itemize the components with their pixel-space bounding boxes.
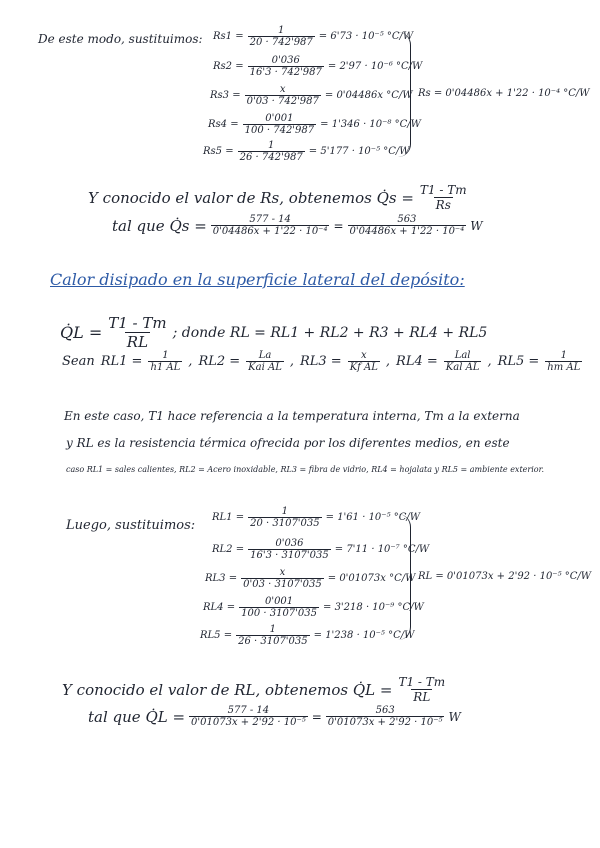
fraction — [238, 140, 305, 163]
denominator: 0'03 · 3107'035 — [243, 579, 322, 590]
paragraph-line-1: En este caso, T1 hace referencia a la temperatura interna, Tm a la externa — [64, 409, 520, 423]
formula-label: Rs4 = — [208, 119, 239, 130]
formula-row-rl5 — [200, 624, 414, 647]
denominator: 20 · 742'987 — [249, 37, 313, 48]
fraction — [106, 314, 168, 351]
formula-result: = 1'346 · 10⁻⁸ °C/W — [320, 119, 421, 130]
formula-row-rs4 — [208, 113, 421, 136]
formula-label: Rs5 = — [203, 146, 234, 157]
def-label: RL1 = — [100, 354, 143, 369]
formula-label: RL3 = — [205, 573, 238, 584]
denominator: 16'3 · 3107'035 — [250, 550, 329, 561]
denominator: 0'04486x + 1'22 · 10⁻⁴ — [349, 226, 465, 237]
sentence-text: Y conocido el valor de Rs, obtenemos Q̇s = — [88, 188, 414, 207]
formula-label: Rs3 = — [210, 90, 241, 101]
formula-result: = 6'73 · 10⁻⁵ °C/W — [318, 31, 414, 42]
fraction — [396, 675, 447, 704]
formula-result: = 7'11 · 10⁻⁷ °C/W — [334, 544, 430, 555]
formula-label: RL1 = — [212, 512, 245, 523]
sean-label: Sean — [62, 354, 95, 369]
formula-label: Rs1 = — [213, 31, 244, 42]
fraction — [243, 113, 317, 136]
denominator: Kai AL — [248, 362, 282, 373]
formula-result: = 2'97 · 10⁻⁶ °C/W — [327, 61, 423, 72]
def-label: RL5 = — [497, 354, 540, 369]
formula-row-rl3 — [205, 567, 415, 590]
intro-text-1: De este modo, sustituimos: — [38, 32, 203, 46]
fraction — [245, 84, 321, 107]
ql-where: ; donde RL = RL1 + RL2 + R3 + RL4 + RL5 — [172, 324, 488, 341]
numerator: x — [279, 84, 286, 95]
denominator: 26 · 3107'035 — [238, 636, 308, 647]
numerator: 1 — [278, 25, 285, 36]
denominator: 0'04486x + 1'22 · 10⁻⁴ — [212, 226, 328, 237]
numerator: Lal — [454, 350, 471, 361]
unit: W — [470, 218, 483, 233]
total-rs: Rs = 0'04486x + 1'22 · 10⁻⁴ °C/W — [418, 88, 590, 99]
formula-ql — [60, 314, 487, 351]
denominator: RL — [126, 333, 149, 351]
denominator: 100 · 3107'035 — [241, 608, 318, 619]
numerator: 1 — [281, 506, 289, 517]
def-label: RL3 = — [299, 354, 342, 369]
formula-label: RL2 = — [212, 544, 245, 555]
curly-brace-2 — [398, 514, 411, 640]
formula-result: = 0'01073x °C/W — [327, 573, 416, 584]
equals: = — [311, 709, 322, 724]
formula-row-rs3 — [210, 84, 413, 107]
formula-label: RL5 = — [200, 630, 233, 641]
numerator: 563 — [397, 214, 417, 225]
section-heading: Calor disipado en la superficie lateral del depósito: — [50, 270, 465, 289]
formula-result: = 1'61 · 10⁻⁵ °C/W — [325, 512, 421, 523]
curly-brace-1 — [398, 32, 411, 157]
denominator: 0'03 · 742'987 — [246, 96, 319, 107]
denominator: Kf AL — [349, 362, 378, 373]
sentence-text: tal que Q̇L = — [88, 707, 186, 726]
numerator: 1 — [268, 140, 275, 151]
numerator: 577 - 14 — [249, 214, 291, 225]
fraction — [348, 350, 380, 373]
fraction — [236, 624, 310, 647]
formula-result: = 1'238 · 10⁻⁵ °C/W — [313, 630, 415, 641]
fraction — [239, 596, 319, 619]
fraction — [246, 350, 284, 373]
numerator: T1 - Tm — [108, 314, 167, 332]
total-rl: RL = 0'01073x + 2'92 · 10⁻⁵ °C/W — [418, 571, 592, 582]
numerator: 0'001 — [265, 113, 294, 124]
numerator: 1 — [269, 624, 277, 635]
def-label: RL2 = — [198, 354, 241, 369]
denominator: 26 · 742'987 — [239, 152, 303, 163]
denominator: 100 · 742'987 — [244, 125, 315, 136]
denominator: hm AL — [547, 362, 581, 373]
denominator: Kal AL — [445, 362, 480, 373]
numerator: 0'036 — [271, 55, 300, 66]
paragraph-line-3: caso RL1 = sales calientes, RL2 = Acero inoxidable, RL3 = fibra de vidrio, RL4 = hojalata y RL5 = ambiente exterior. — [66, 465, 545, 474]
sentence-qs-2 — [112, 214, 483, 237]
formula-row-rl4 — [203, 596, 424, 619]
numerator: T1 - Tm — [419, 183, 467, 197]
fraction — [348, 214, 467, 237]
denominator: h1 AL — [150, 362, 181, 373]
denominator: Rs — [435, 198, 451, 212]
numerator: x — [279, 567, 286, 578]
fraction — [248, 55, 324, 78]
numerator: 577 - 14 — [227, 705, 270, 716]
formula-row-rs1 — [213, 25, 413, 48]
fraction — [418, 183, 469, 212]
denominator: 0'01073x + 2'92 · 10⁻⁵ — [327, 717, 443, 728]
fraction — [211, 214, 330, 237]
numerator: x — [360, 350, 367, 361]
paragraph-line-2: y RL es la resistencia térmica ofrecida por los diferentes medios, en este — [66, 436, 510, 450]
intro-text-2: Luego, sustituimos: — [66, 518, 196, 533]
fraction — [444, 350, 482, 373]
sentence-text: tal que Q̇s = — [112, 216, 207, 235]
fraction — [241, 567, 324, 590]
formula-result: = 3'218 · 10⁻⁹ °C/W — [323, 602, 424, 613]
numerator: 0'001 — [264, 596, 294, 607]
equals: = — [333, 218, 344, 233]
denominator: 16'3 · 742'987 — [249, 67, 322, 78]
denominator: 0'01073x + 2'92 · 10⁻⁵ — [191, 717, 306, 728]
formula-result: = 5'177 · 10⁻⁵ °C/W — [308, 146, 410, 157]
sentence-qs-1 — [88, 183, 469, 212]
formula-label: RL4 = — [203, 602, 236, 613]
formula-row-rs5 — [203, 140, 410, 163]
fraction — [545, 350, 582, 373]
sentence-ql-1 — [62, 675, 447, 704]
fraction — [248, 506, 322, 529]
numerator: 563 — [375, 705, 395, 716]
fraction — [248, 538, 331, 561]
numerator: 1 — [560, 350, 567, 361]
def-label: RL4 = — [396, 354, 438, 369]
denominator: RL — [413, 690, 431, 704]
sentence-text: Y conocido el valor de RL, obtenemos Q̇L = — [62, 680, 393, 699]
fraction — [189, 705, 308, 728]
formula-result: = 0'04486x °C/W — [324, 90, 413, 101]
numerator: T1 - Tm — [398, 675, 446, 689]
definitions-row: Sean RL1 = $\frac{1}{h1 AL}$ , RL2 = $\frac{La}{\text{Kai AL}}$ , RL3 = $\frac{x}{\text{Kf AL}}$ , RL4 = $\frac{\text{Lal}}{\text{Kal AL}}$ , RL5 = $\frac{1}{\text{hm AL}}$ — [62, 350, 581, 373]
fraction — [248, 25, 315, 48]
numerator: 0'036 — [275, 538, 304, 549]
formula-row-rs2 — [213, 55, 422, 78]
fraction — [148, 350, 182, 373]
formula-row-rl2 — [212, 538, 429, 561]
unit: W — [448, 709, 461, 724]
fraction — [326, 705, 445, 728]
ql-label: Q̇L = — [60, 323, 103, 342]
formula-row-rl1 — [212, 506, 420, 529]
numerator: La — [258, 350, 272, 361]
formula-label: Rs2 = — [213, 61, 244, 72]
numerator: 1 — [162, 350, 169, 361]
denominator: 20 · 3107'035 — [250, 518, 320, 529]
sentence-ql-2 — [88, 705, 461, 728]
